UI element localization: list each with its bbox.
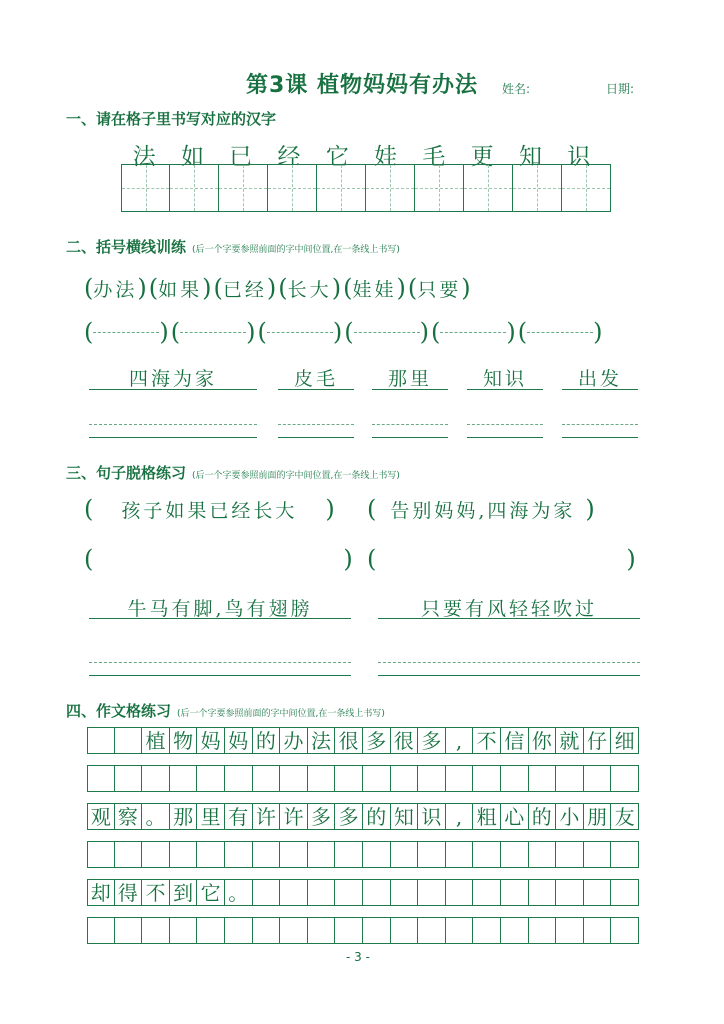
essay-cell[interactable] (225, 917, 253, 944)
essay-cell[interactable] (87, 727, 115, 754)
char-7: 更 (470, 144, 494, 170)
essay-cell[interactable] (529, 765, 557, 792)
essay-cell[interactable] (280, 917, 308, 944)
practice-line[interactable] (467, 424, 543, 425)
essay-cell[interactable] (115, 727, 143, 754)
section3-heading (66, 462, 400, 483)
grid-cell[interactable] (562, 164, 611, 212)
practice-line[interactable] (372, 424, 448, 425)
practice-line[interactable] (562, 424, 638, 425)
essay-cell[interactable] (391, 765, 419, 792)
essay-cell[interactable] (197, 765, 225, 792)
essay-cell[interactable] (584, 917, 612, 944)
section1-heading: 一、请在格子里书写对应的汉字 (66, 110, 277, 128)
essay-cell[interactable] (529, 917, 557, 944)
blank-line[interactable] (527, 331, 593, 333)
essay-cell[interactable]: 细 (611, 727, 639, 754)
grid-cell[interactable] (464, 164, 513, 212)
section3-note: (后一个字要参照前面的字中间位置,在一条线上书写) (192, 471, 400, 481)
char-0: 法 (132, 144, 156, 170)
essay-cell[interactable] (611, 841, 639, 868)
essay-row (87, 879, 639, 906)
essay-cell[interactable]: 的 (363, 803, 391, 830)
essay-cell[interactable]: 多 (308, 803, 336, 830)
essay-cell[interactable] (363, 841, 391, 868)
grid-cell[interactable] (121, 164, 170, 212)
page-number: - 3 - (346, 950, 370, 964)
essay-cell[interactable]: 很 (335, 727, 363, 754)
essay-cell[interactable] (335, 765, 363, 792)
essay-cell[interactable]: 它 (197, 879, 225, 906)
sentence-paren-filled-1: ( 孩子如果已经长大 ) (84, 495, 335, 523)
grid-cell[interactable] (317, 164, 366, 212)
essay-cell[interactable]: 得 (115, 879, 143, 906)
essay-cell[interactable] (142, 765, 170, 792)
practice-line[interactable] (278, 424, 354, 425)
essay-cell[interactable]: 多 (418, 727, 446, 754)
essay-row (87, 841, 639, 868)
paren-row-filled: ( 办法 ) ( 如果 ) ( 已经 ) ( 长大 ) ( 娃娃 ) ( 只要 ) (84, 274, 471, 302)
blank-line[interactable] (440, 331, 506, 333)
essay-cell[interactable] (197, 841, 225, 868)
essay-cell[interactable] (142, 841, 170, 868)
grid-cell[interactable] (415, 164, 464, 212)
name-label: 姓名: (502, 82, 531, 96)
essay-cell[interactable] (584, 879, 612, 906)
essay-cell[interactable] (308, 841, 336, 868)
writing-grid (121, 164, 611, 212)
essay-cell[interactable] (335, 879, 363, 906)
essay-cell[interactable] (142, 917, 170, 944)
essay-cell[interactable]: 察 (115, 803, 143, 830)
essay-row (87, 727, 639, 754)
essay-cell[interactable] (446, 841, 474, 868)
essay-cell[interactable] (584, 765, 612, 792)
essay-cell[interactable]: , (446, 727, 474, 754)
essay-cell[interactable] (280, 841, 308, 868)
char-6: 毛 (422, 144, 446, 170)
essay-cell[interactable] (501, 765, 529, 792)
essay-cell[interactable]: 办 (280, 727, 308, 754)
essay-cell[interactable] (473, 879, 501, 906)
essay-cell[interactable] (197, 917, 225, 944)
essay-row (87, 803, 639, 830)
essay-cell[interactable] (446, 765, 474, 792)
essay-cell[interactable] (170, 765, 198, 792)
essay-cell[interactable]: 。 (142, 803, 170, 830)
essay-cell[interactable] (115, 917, 143, 944)
grid-cell[interactable] (170, 164, 219, 212)
essay-cell[interactable] (391, 841, 419, 868)
essay-cell[interactable]: 观 (87, 803, 115, 830)
paren-word: 娃娃 (352, 278, 397, 301)
essay-cell[interactable]: 妈 (197, 727, 225, 754)
essay-cell[interactable]: 小 (556, 803, 584, 830)
essay-cell[interactable]: 很 (391, 727, 419, 754)
essay-cell[interactable] (418, 879, 446, 906)
line-word: 皮毛 (293, 368, 338, 390)
date-label: 日期: (606, 82, 635, 96)
essay-cell[interactable]: 许 (253, 803, 281, 830)
essay-cell[interactable] (170, 841, 198, 868)
line-sentence: 只要有风轻轻吹过 (420, 598, 597, 620)
essay-cell[interactable] (473, 765, 501, 792)
section3-title: 三、句子脱格练习 (66, 464, 187, 482)
essay-cell[interactable] (308, 879, 336, 906)
essay-cell[interactable]: 你 (529, 727, 557, 754)
essay-cell[interactable]: 到 (170, 879, 198, 906)
essay-cell[interactable] (611, 765, 639, 792)
section4-heading (66, 700, 385, 721)
paren-row-empty: ( ) ( ) ( ) ( ) ( ) ( ) (84, 318, 603, 346)
sentence-paren-empty-2: ( ) (367, 545, 636, 573)
essay-cell[interactable] (253, 879, 281, 906)
essay-cell[interactable] (170, 917, 198, 944)
line-word: 知识 (482, 368, 527, 390)
essay-cell[interactable]: 。 (225, 879, 253, 906)
essay-cell[interactable] (363, 765, 391, 792)
essay-row (87, 765, 639, 792)
section4-title: 四、作文格练习 (66, 702, 172, 720)
practice-line[interactable] (89, 424, 257, 425)
essay-cell[interactable]: 的 (253, 727, 281, 754)
essay-cell[interactable] (335, 841, 363, 868)
section4-note: (后一个字要参照前面的字中间位置,在一条线上书写) (177, 709, 385, 719)
essay-cell[interactable]: 友 (611, 803, 639, 830)
essay-cell[interactable] (529, 879, 557, 906)
section2-title: 二、括号横线训练 (66, 238, 187, 256)
essay-cell[interactable] (225, 841, 253, 868)
essay-cell[interactable] (391, 879, 419, 906)
line-sentence: 牛马有脚,鸟有翅膀 (127, 598, 313, 620)
essay-cell[interactable] (473, 917, 501, 944)
essay-cell[interactable]: 粗 (473, 803, 501, 830)
essay-cell[interactable] (556, 765, 584, 792)
char-3: 经 (277, 144, 301, 170)
essay-cell[interactable] (473, 841, 501, 868)
blank-line[interactable] (93, 331, 159, 333)
essay-cell[interactable]: 识 (418, 803, 446, 830)
essay-cell[interactable]: 信 (501, 727, 529, 754)
essay-cell[interactable] (501, 917, 529, 944)
char-8: 知 (519, 144, 543, 170)
essay-cell[interactable] (253, 765, 281, 792)
char-1: 如 (180, 144, 204, 170)
essay-cell[interactable] (280, 879, 308, 906)
essay-cell[interactable] (308, 917, 336, 944)
char-5: 娃 (374, 144, 398, 170)
sentence-paren-empty-1: ( ) (84, 545, 353, 573)
char-2: 已 (229, 144, 253, 170)
paren-word: 长大 (287, 278, 332, 301)
sentence-paren-filled-2: ( 告别妈妈,四海为家 ) (367, 495, 595, 523)
essay-cell[interactable]: 物 (170, 727, 198, 754)
essay-cell[interactable] (501, 879, 529, 906)
line-word: 出发 (577, 368, 622, 390)
essay-cell[interactable] (611, 879, 639, 906)
essay-cell[interactable]: 许 (280, 803, 308, 830)
essay-cell[interactable] (556, 879, 584, 906)
essay-cell[interactable] (501, 841, 529, 868)
essay-cell[interactable] (87, 917, 115, 944)
essay-cell[interactable] (87, 765, 115, 792)
char-4: 它 (325, 144, 349, 170)
essay-cell[interactable] (280, 765, 308, 792)
essay-cell[interactable]: 妈 (225, 727, 253, 754)
paren-word: 只要 (417, 278, 462, 301)
paren-word: 办法 (93, 278, 138, 301)
essay-cell[interactable] (335, 917, 363, 944)
line-word: 四海为家 (128, 368, 217, 390)
grid-cell[interactable] (366, 164, 415, 212)
essay-cell[interactable] (418, 841, 446, 868)
essay-cell[interactable] (225, 765, 253, 792)
essay-cell[interactable] (418, 917, 446, 944)
grid-cell[interactable] (219, 164, 268, 212)
essay-cell[interactable] (446, 879, 474, 906)
essay-cell[interactable] (363, 879, 391, 906)
practice-line[interactable] (378, 662, 640, 663)
essay-cell[interactable]: , (446, 803, 474, 830)
grid-cell[interactable] (268, 164, 317, 212)
section2-heading (66, 236, 400, 257)
char-9: 识 (567, 144, 591, 170)
grid-cell[interactable] (513, 164, 562, 212)
paren-word: 已经 (222, 278, 267, 301)
essay-row (87, 917, 639, 944)
essay-cell[interactable] (584, 841, 612, 868)
essay-cell[interactable]: 仔 (584, 727, 612, 754)
essay-cell[interactable] (556, 841, 584, 868)
essay-cell[interactable]: 不 (142, 879, 170, 906)
essay-cell[interactable]: 朋 (584, 803, 612, 830)
page-title: 第3课 植物妈妈有办法 (246, 73, 478, 98)
essay-cell[interactable]: 心 (501, 803, 529, 830)
essay-cell[interactable]: 知 (391, 803, 419, 830)
paren-sentence: 孩子如果已经长大 (121, 499, 298, 522)
essay-cell[interactable] (253, 841, 281, 868)
essay-cell[interactable] (611, 917, 639, 944)
practice-line[interactable] (89, 662, 351, 663)
blank-line[interactable] (354, 331, 420, 333)
essay-cell[interactable] (115, 765, 143, 792)
essay-cell[interactable]: 有 (225, 803, 253, 830)
essay-cell[interactable]: 不 (473, 727, 501, 754)
essay-cell[interactable]: 多 (363, 727, 391, 754)
line-word: 那里 (387, 368, 432, 390)
essay-cell[interactable] (529, 841, 557, 868)
essay-cell[interactable] (446, 917, 474, 944)
essay-cell[interactable] (556, 917, 584, 944)
essay-cell[interactable]: 那 (170, 803, 198, 830)
essay-cell[interactable]: 法 (308, 727, 336, 754)
essay-cell[interactable]: 的 (529, 803, 557, 830)
essay-cell[interactable] (363, 917, 391, 944)
paren-word: 如果 (158, 278, 203, 301)
essay-cell[interactable] (308, 765, 336, 792)
blank-line[interactable] (267, 331, 333, 333)
essay-cell[interactable]: 多 (335, 803, 363, 830)
essay-cell[interactable]: 植 (142, 727, 170, 754)
paren-sentence: 告别妈妈,四海为家 (390, 499, 576, 522)
blank-line[interactable] (180, 331, 246, 333)
essay-cell[interactable] (253, 917, 281, 944)
section2-note: (后一个字要参照前面的字中间位置,在一条线上书写) (192, 245, 400, 255)
essay-cell[interactable] (115, 841, 143, 868)
essay-cell[interactable]: 却 (87, 879, 115, 906)
essay-cell[interactable] (87, 841, 115, 868)
essay-cell[interactable] (391, 917, 419, 944)
essay-cell[interactable] (418, 765, 446, 792)
essay-cell[interactable]: 就 (556, 727, 584, 754)
essay-cell[interactable]: 里 (197, 803, 225, 830)
